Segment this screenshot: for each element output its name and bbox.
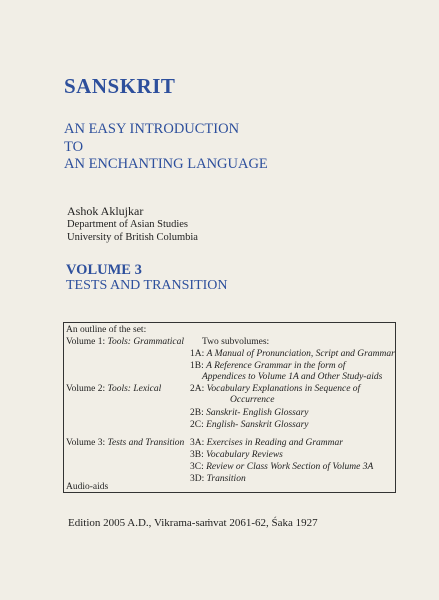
entry-code: 3D: (190, 474, 207, 484)
subtitle-line: AN EASY INTRODUCTION (64, 121, 240, 137)
volume-number: VOLUME 3 (66, 262, 142, 278)
book-subtitle (64, 121, 268, 174)
outline-entry-3c (190, 462, 373, 473)
entry-code: 2C: (190, 420, 207, 430)
author-name: Ashok Aklujkar (67, 204, 144, 218)
entry-code: 2A: (190, 384, 207, 394)
author-department: Department of Asian Studies (67, 219, 189, 230)
author-block (67, 205, 198, 244)
outline-heading: An outline of the set: (66, 325, 147, 335)
volume-block (66, 262, 228, 294)
entry-text: Transition (206, 474, 246, 484)
author-university: University of British Columbia (67, 232, 198, 243)
outline-volume-3 (66, 438, 184, 449)
entry-text: Vocabulary Explanations in Sequence of (206, 384, 361, 394)
entry-text: A Reference Grammar in the form of (206, 361, 346, 371)
entry-text: A Manual of Pronunciation, Script and Grammar (206, 349, 395, 359)
outline-audio-aids: Audio-aids (66, 482, 109, 492)
outline-entry-2c (190, 420, 309, 431)
outline-entry-2b (190, 408, 309, 419)
entry-text: Occurrence (230, 395, 275, 405)
entry-text: English- Sanskrit Glossary (206, 420, 309, 430)
entry-code: 3C: (190, 462, 207, 472)
volume-prefix: Volume 3: (66, 438, 108, 448)
outline-entry-3a (190, 438, 343, 449)
entry-text: Exercises in Reading and Grammar (206, 438, 343, 448)
outline-entry-3b (190, 450, 283, 461)
volume-name: Tools: Grammatical (107, 337, 184, 347)
book-title: SANSKRIT (64, 74, 176, 98)
entry-code: 1A: (190, 349, 207, 359)
outline-entry-1b (190, 361, 345, 372)
outline-entry-2a (190, 384, 360, 395)
subtitle-line: TO (64, 138, 84, 155)
volume-name: Tests and Transition (107, 438, 185, 448)
outline-entry-1b-cont (202, 372, 382, 383)
volume-prefix: Volume 1: (66, 337, 108, 347)
entry-code: 2B: (190, 408, 207, 418)
outline-entry-2a-cont (230, 395, 275, 406)
edition-line: Edition 2005 A.D., Vikrama-saṁvat 2061-62, Śaka 1927 (68, 517, 318, 529)
outline-volume-1 (66, 337, 184, 348)
entry-text: Appendices to Volume 1A and Other Study-aids (202, 372, 383, 382)
entry-code: 1B: (190, 361, 207, 371)
entry-code: 3B: (190, 450, 207, 460)
volume-title: TESTS AND TRANSITION (66, 278, 228, 293)
subvolumes-label: Two subvolumes: (202, 337, 270, 347)
outline-entry-1a (190, 349, 395, 360)
entry-text: Review or Class Work Section of Volume 3A (206, 462, 374, 472)
outline-entry-3d (190, 474, 246, 485)
entry-text: Vocabulary Reviews (206, 450, 283, 460)
outline-volume-2 (66, 384, 161, 395)
entry-code: 3A: (190, 438, 207, 448)
entry-text: Sanskrit- English Glossary (206, 408, 309, 418)
volume-name: Tools: Lexical (107, 384, 162, 394)
outline-box (63, 322, 396, 493)
subtitle-line: AN ENCHANTING LANGUAGE (64, 156, 268, 172)
volume-prefix: Volume 2: (66, 384, 108, 394)
